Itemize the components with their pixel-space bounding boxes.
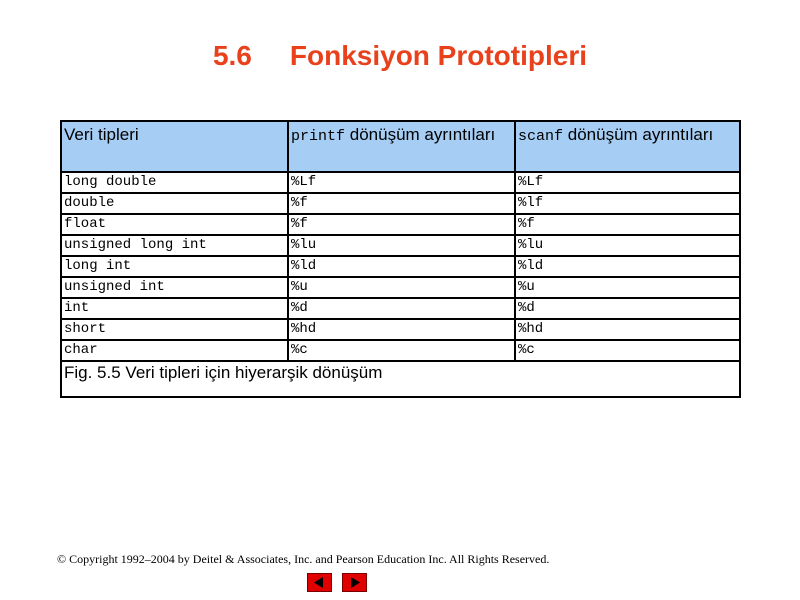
table-row [61, 193, 740, 214]
printf-spec-cell: %hd [288, 319, 515, 340]
printf-spec-cell: %f [288, 193, 515, 214]
scanf-spec-cell: %d [515, 298, 740, 319]
slide-title [0, 40, 800, 72]
printf-spec-cell: %f [288, 214, 515, 235]
table-row [61, 277, 740, 298]
table-row [61, 214, 740, 235]
table-row [61, 172, 740, 193]
previous-slide-button[interactable] [307, 573, 332, 592]
type-cell: double [61, 193, 288, 214]
title-text: Fonksiyon Prototipleri [289, 40, 588, 71]
header-code: scanf [518, 128, 564, 145]
table-row [61, 298, 740, 319]
type-cell: float [61, 214, 288, 235]
table-caption: Fig. 5.5 Veri tipleri için hiyerarşik dönüşüm [61, 361, 740, 397]
header-label: dönüşüm ayrıntıları [567, 125, 714, 144]
printf-spec-cell: %d [288, 298, 515, 319]
table-row [61, 319, 740, 340]
left-arrow-icon [308, 574, 331, 591]
table-row [61, 235, 740, 256]
printf-spec-cell: %Lf [288, 172, 515, 193]
header-label: Veri tipleri [64, 125, 139, 144]
printf-spec-cell: %ld [288, 256, 515, 277]
right-arrow-icon [343, 574, 366, 591]
header-scanf [515, 121, 740, 172]
scanf-spec-cell: %c [515, 340, 740, 361]
header-printf [288, 121, 515, 172]
type-cell: unsigned long int [61, 235, 288, 256]
type-cell: long int [61, 256, 288, 277]
scanf-spec-cell: %lf [515, 193, 740, 214]
type-cell: unsigned int [61, 277, 288, 298]
data-types-table [60, 120, 741, 398]
table-row [61, 340, 740, 361]
type-cell: short [61, 319, 288, 340]
header-code: printf [291, 128, 346, 145]
printf-spec-cell: %u [288, 277, 515, 298]
scanf-spec-cell: %f [515, 214, 740, 235]
caption-row [61, 361, 740, 397]
scanf-spec-cell: %hd [515, 319, 740, 340]
printf-spec-cell: %lu [288, 235, 515, 256]
printf-spec-cell: %c [288, 340, 515, 361]
table-row [61, 256, 740, 277]
scanf-spec-cell: %u [515, 277, 740, 298]
type-cell: int [61, 298, 288, 319]
header-label: dönüşüm ayrıntıları [349, 125, 496, 144]
table-header-row [61, 121, 740, 172]
next-slide-button[interactable] [342, 573, 367, 592]
scanf-spec-cell: %Lf [515, 172, 740, 193]
type-cell: char [61, 340, 288, 361]
scanf-spec-cell: %lu [515, 235, 740, 256]
header-data-types [61, 121, 288, 172]
section-number: 5.6 [212, 40, 252, 71]
scanf-spec-cell: %ld [515, 256, 740, 277]
type-cell: long double [61, 172, 288, 193]
copyright-notice: © Copyright 1992–2004 by Deitel & Associates, Inc. and Pearson Education Inc. All Rights Reserved. [57, 552, 550, 566]
